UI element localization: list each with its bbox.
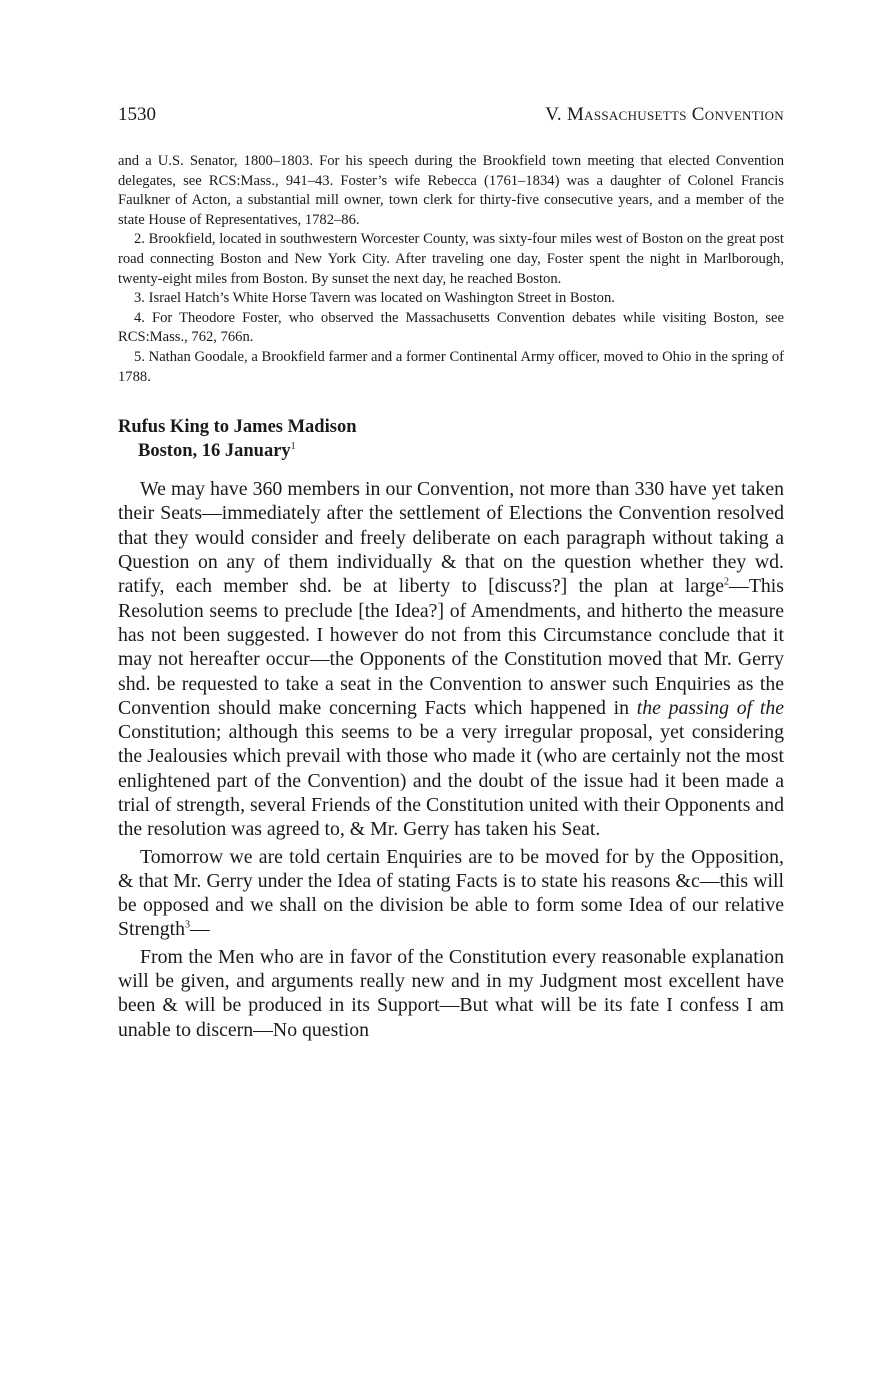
letter-paragraph-2: [118, 845, 784, 942]
running-head: [118, 104, 784, 128]
note-2: 2. Brookfield, located in southwestern Worcester County, was sixty-four miles west of Boston on the great post road connecting Boston and New York City. After traveling one day, Foster spent the night in Marlborough, twenty-eight miles from Boston. By sunset the next day, he reached Boston.: [118, 231, 784, 287]
letter-heading: [118, 415, 784, 463]
p2-text-b: —: [190, 918, 210, 941]
letter-body: [118, 477, 784, 1042]
p2-text-a: Tomorrow we are told certain Enquiries are to be moved for by the Opposition, & that Mr. Gerry under the Idea of stating Facts is to state his reasons &c—this will be opposed and we shall on the division be able to form some Idea of our relative Strength: [118, 845, 784, 941]
letter-paragraph-1: [118, 477, 784, 841]
p1-italic: the passing of the: [636, 696, 784, 719]
p2-note-ref: 3: [185, 919, 191, 931]
note-5: 5. Nathan Goodale, a Brookfield farmer and a former Continental Army officer, moved to Ohio in the spring of 1788.: [118, 348, 784, 385]
letter-title: Rufus King to James Madison: [118, 417, 357, 438]
p1-text-a: We may have 360 members in our Convention, not more than 330 have yet taken their Seats—immediately after the settlement of Elections the Convention resolved that they would consider and freely deliberate on each paragraph without taking a Question on any of them individually & that on the question whether they wd. ratify, each member shd. be at liberty to [discuss?] the plan at large: [118, 478, 784, 598]
letter-place-date: [118, 439, 784, 463]
running-title: V. Massachusetts Convention: [545, 104, 784, 125]
note-continuation: and a U.S. Senator, 1800–1803. For his speech during the Brookfield town meeting that elected Convention delegates, see RCS:Mass., 941–43. Foster’s wife Rebecca (1761–1834) was a daughter of Colonel Francis Faulkner of Acton, a substantial mill owner, town clerk for thirty-five consecutive years, and a member of the state House of Representatives, 1782–86.: [118, 153, 784, 228]
p1-text-c: Constitution; although this seems to be a very irregular proposal, yet considering the Jealousies which prevail with those who made it (who are certainly not the most enlightened part of the Convention) and the doubt of the issue had it been made a trial of strength, several Friends of the Constitution united with their Opponents and the resolution was agreed to, & Mr. Gerry has taken his Seat.: [118, 721, 784, 841]
letter-paragraph-3: From the Men who are in favor of the Constitution every reasonable explanation will be given, and arguments really new and in my Judgment most excellent have been & will be produced in its Support—But what will be its fate I confess I am unable to discern—No question: [118, 945, 784, 1041]
page-number: 1530: [118, 104, 156, 125]
note-4: 4. For Theodore Foster, who observed the Massachusetts Convention debates while visiting Boston, see RCS:Mass., 762, 766n.: [118, 309, 784, 346]
footnotes: [118, 152, 784, 387]
place-date-note-ref: 1: [290, 440, 296, 452]
place-date-text: Boston, 16 January: [138, 441, 291, 462]
note-3: 3. Israel Hatch’s White Horse Tavern was located on Washington Street in Boston.: [134, 290, 615, 307]
p1-note-ref: 2: [724, 576, 730, 588]
document-page: [118, 104, 784, 1042]
p1-text-b: —This Resolution seems to preclude [the Idea?] of Amendments, and hitherto the measure has not been suggested. I however do not from this Circumstance conclude that it may not hereafter occur—the Opponents of the Constitution moved that Mr. Gerry shd. be requested to take a seat in the Convention to answer such Enquiries as the Convention should make concerning Facts which happened in: [118, 575, 784, 719]
